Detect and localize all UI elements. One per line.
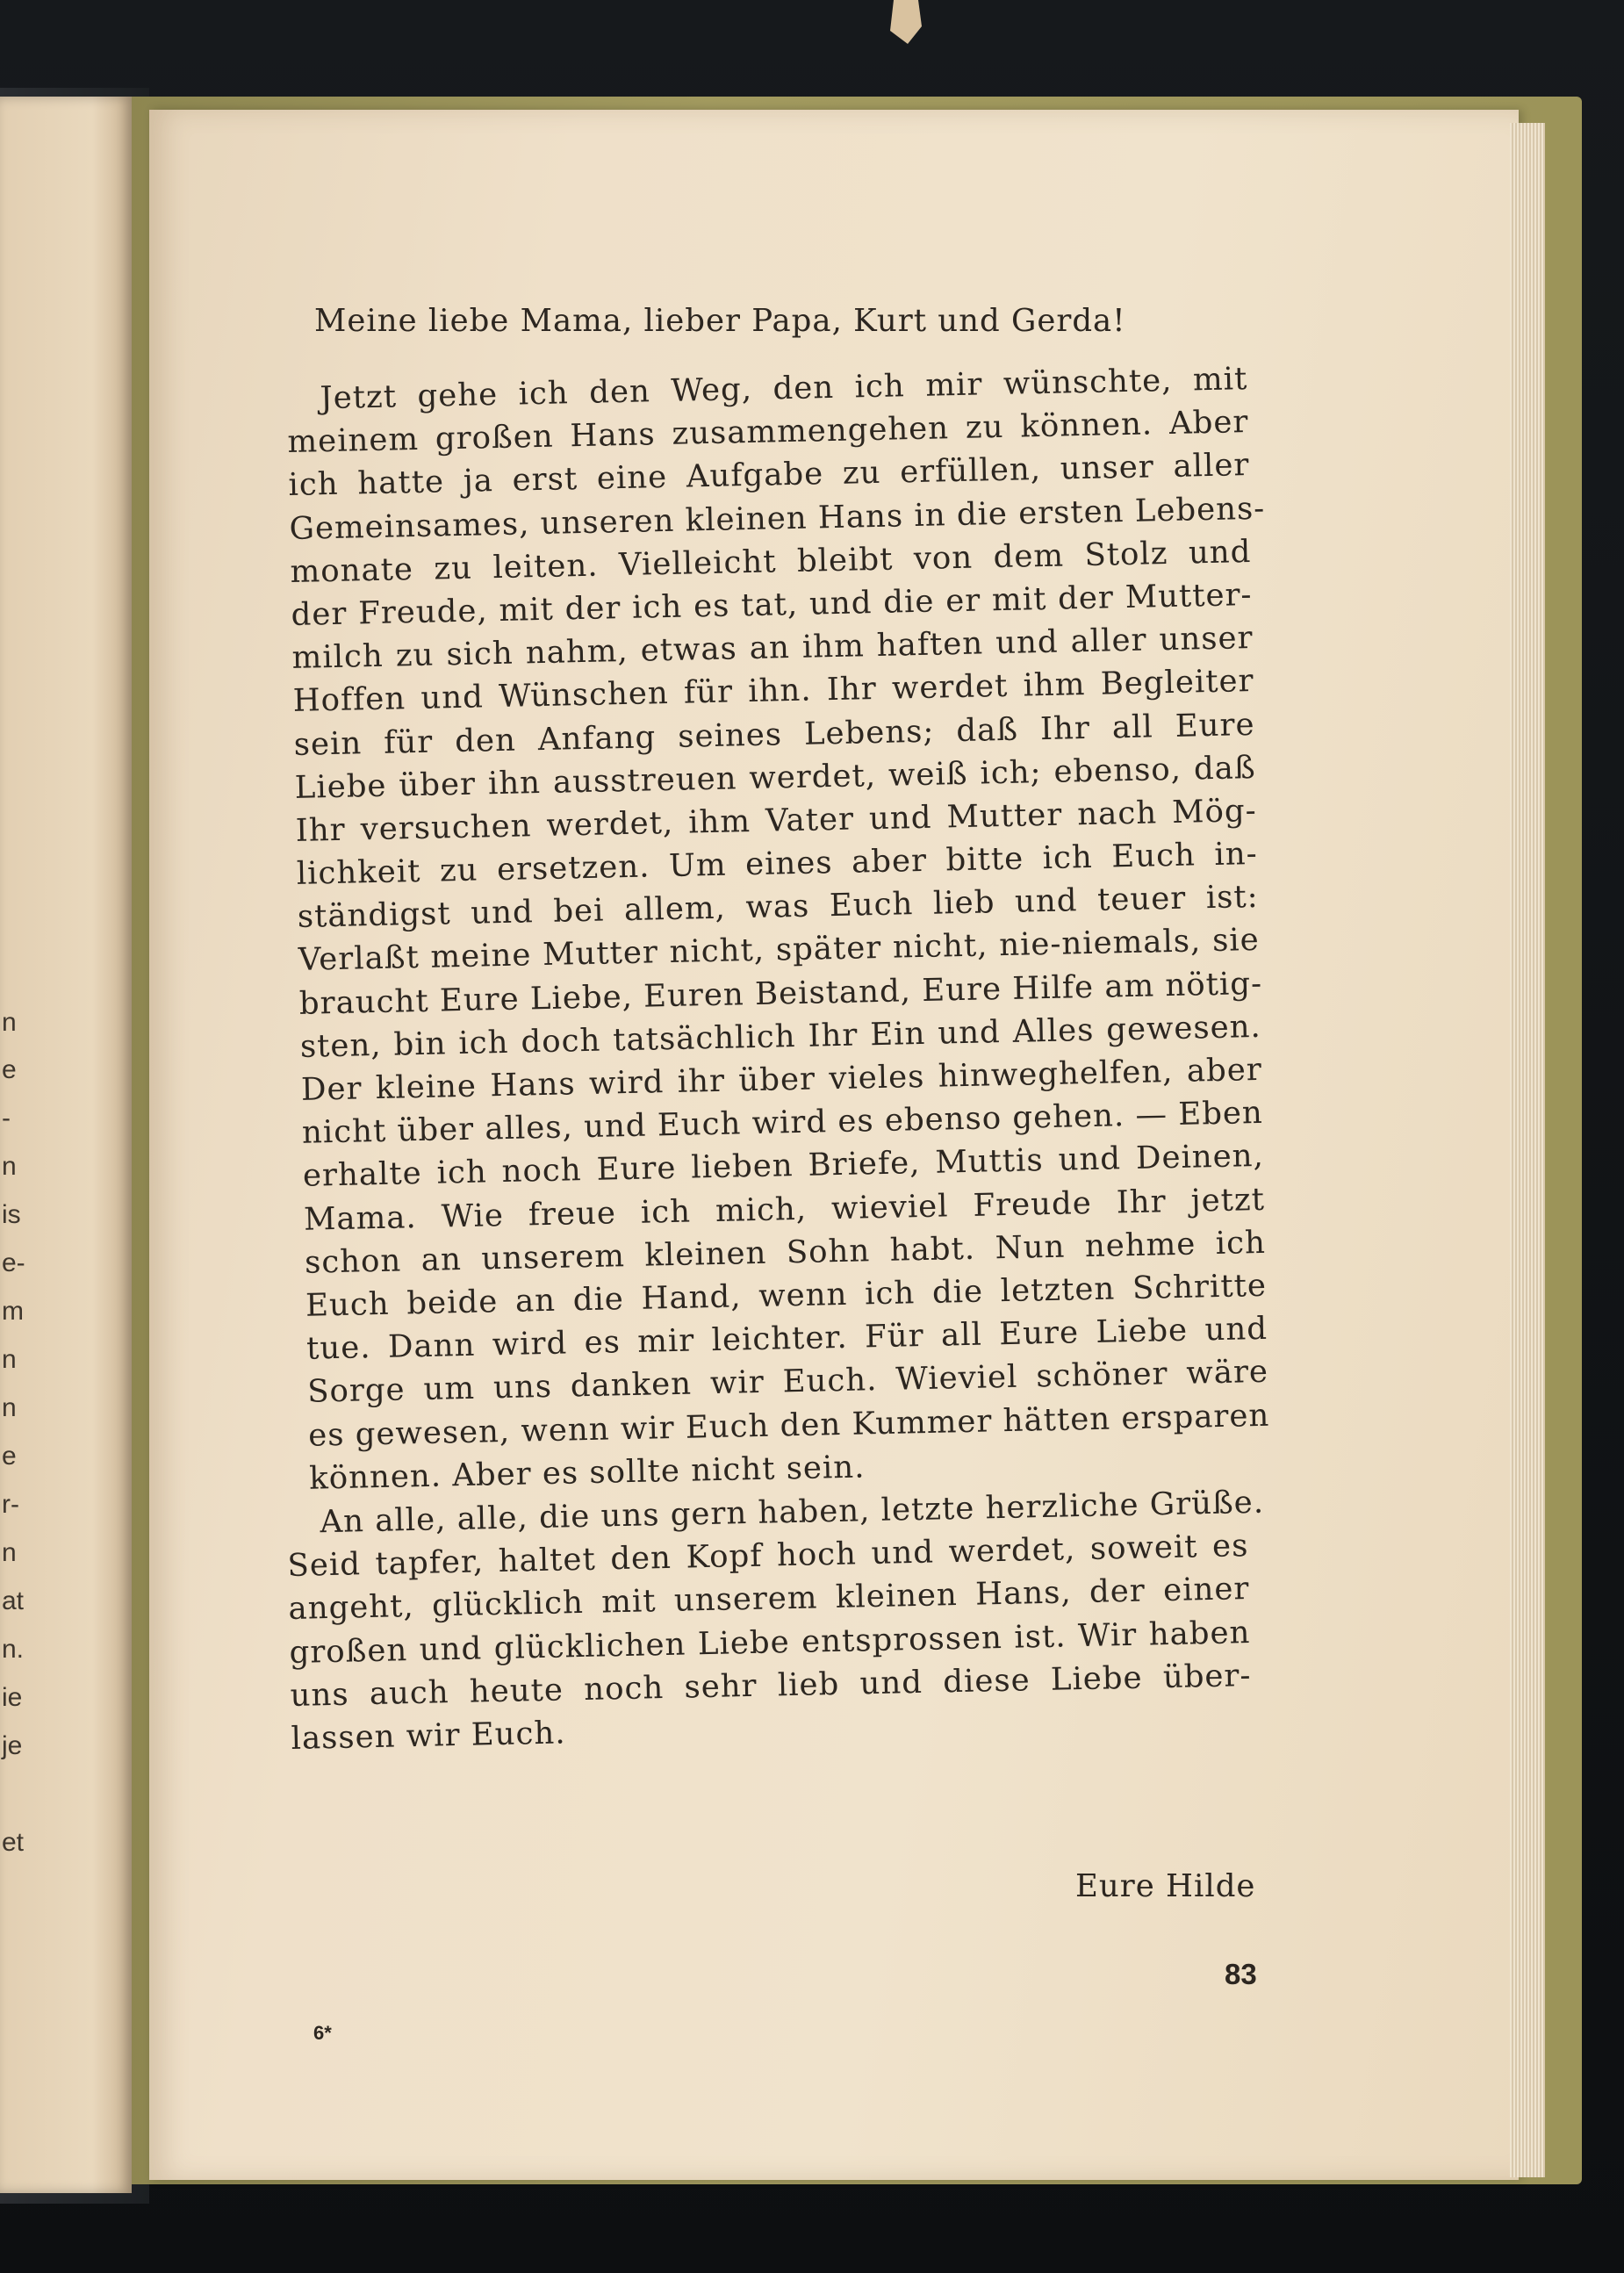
text-line: ständigst und bei allem, was Euch lieb und teuer ist: bbox=[297, 879, 1260, 936]
text-line: der Freude, mit der ich es tat, und die er mit der Mutter- bbox=[291, 576, 1253, 633]
printer-signature-mark: 6* bbox=[313, 2022, 332, 2044]
left-page-text-fragment: n. bbox=[2, 1635, 25, 1664]
text-line: An alle, alle, die uns gern haben, letzte herzliche Grüße. bbox=[320, 1484, 1265, 1541]
text-line: großen und glücklichen Liebe entsprossen ist. Wir haben bbox=[289, 1614, 1251, 1671]
text-line: sten, bin ich doch tatsächlich Ihr Ein und Alles gewesen. bbox=[299, 1008, 1262, 1065]
text-line: Liebe über ihn ausstreuen werdet, weiß ich; ebenso, daß bbox=[294, 749, 1256, 806]
letter-signature: Eure Hilde bbox=[1075, 1868, 1256, 1904]
text-line: Gemeinsames, unseren kleinen Hans in die ersten Lebens- bbox=[289, 490, 1266, 547]
text-line: milch zu sich nahm, etwas an ihm haften und aller unser bbox=[291, 620, 1254, 677]
text-line: schon an unserem kleinen Sohn habt. Nun nehme ich bbox=[304, 1224, 1267, 1281]
text-line: uns auch heute noch sehr lieb und diese Liebe über- bbox=[290, 1657, 1252, 1714]
left-page-text-fragment: m bbox=[2, 1297, 24, 1326]
left-page bbox=[0, 97, 132, 2193]
text-line: monate zu leiten. Vielleicht bleibt von dem Stolz und bbox=[290, 533, 1252, 590]
left-page-text-fragment: n bbox=[2, 1538, 17, 1567]
text-line: meinem großen Hans zusammengehen zu können. Aber bbox=[287, 404, 1249, 461]
letter-paragraph-2 bbox=[286, 1481, 1265, 1760]
left-page-text-fragment: et bbox=[2, 1828, 25, 1857]
left-page-text-fragment: je bbox=[2, 1731, 23, 1760]
text-line: Verlaßt meine Mutter nicht, später nicht, nie-niemals, sie bbox=[298, 922, 1261, 979]
text-line: können. Aber es sollte nicht sein. bbox=[308, 1449, 866, 1497]
text-line: Mama. Wie freue ich mich, wieviel Freude Ihr jetzt bbox=[303, 1181, 1266, 1238]
left-page-text-fragment: n bbox=[2, 1008, 17, 1037]
left-page-text-fragment: r- bbox=[2, 1490, 19, 1519]
letter-salutation: Meine liebe Mama, lieber Papa, Kurt und Gerda! bbox=[314, 303, 1126, 339]
text-line: ich hatte ja erst eine Aufgabe zu erfüllen, unser aller bbox=[288, 447, 1250, 504]
page-edges bbox=[1510, 123, 1545, 2177]
left-page-text-fragment: e- bbox=[2, 1248, 25, 1277]
left-page-text-fragment: at bbox=[2, 1586, 25, 1615]
text-line: Ihr versuchen werdet, ihm Vater und Mutter nach Mög- bbox=[295, 792, 1258, 849]
text-line: sein für den Anfang seines Lebens; daß Ihr all Eure bbox=[293, 706, 1255, 763]
right-page bbox=[149, 110, 1519, 2180]
left-page-text-fragment: n bbox=[2, 1345, 17, 1374]
left-page-text-fragment: n bbox=[2, 1152, 17, 1181]
text-line: Der kleine Hans wird ihr über vieles hinweghelfen, aber bbox=[300, 1051, 1263, 1108]
text-line: lassen wir Euch. bbox=[291, 1715, 566, 1757]
page-number: 83 bbox=[1225, 1958, 1257, 1990]
text-line: Seid tapfer, haltet den Kopf hoch und werdet, soweit es bbox=[287, 1528, 1249, 1585]
text-line: lichkeit zu ersetzen. Um eines aber bitte ich Euch in- bbox=[296, 836, 1259, 892]
left-page-text-fragment: ie bbox=[2, 1683, 23, 1712]
left-page-text-fragment: n bbox=[2, 1393, 17, 1422]
letter-paragraph-1 bbox=[286, 357, 1271, 1500]
text-line: braucht Eure Liebe, Euren Beistand, Eure Hilfe am nötig- bbox=[298, 965, 1263, 1022]
text-line: erhalte ich noch Eure lieben Briefe, Muttis und Deinen, bbox=[302, 1138, 1265, 1195]
text-line: Sorge um uns danken wir Euch. Wieviel schöner wäre bbox=[306, 1354, 1269, 1411]
text-line: tue. Dann wird es mir leichter. Für all Eure Liebe und bbox=[305, 1310, 1268, 1367]
text-line: nicht über alles, und Euch wird es ebenso gehen. — Eben bbox=[301, 1095, 1264, 1151]
text-line: Hoffen und Wünschen für ihn. Ihr werdet ihm Begleiter bbox=[292, 663, 1254, 720]
text-line: es gewesen, wenn wir Euch den Kummer hätten ersparen bbox=[307, 1397, 1270, 1454]
left-page-text-fragment: e bbox=[2, 1442, 17, 1471]
text-line: angeht, glücklich mit unserem kleinen Hans, der einer bbox=[288, 1571, 1250, 1628]
text-line: Euch beide an die Hand, wenn ich die letzten Schritte bbox=[305, 1267, 1268, 1324]
text-line: Jetzt gehe ich den Weg, den ich mir wünschte, mit bbox=[320, 361, 1248, 417]
left-page-text-fragment: is bbox=[2, 1200, 21, 1229]
left-page-text-fragment: - bbox=[2, 1104, 11, 1133]
left-page-text-fragment: e bbox=[2, 1055, 17, 1084]
